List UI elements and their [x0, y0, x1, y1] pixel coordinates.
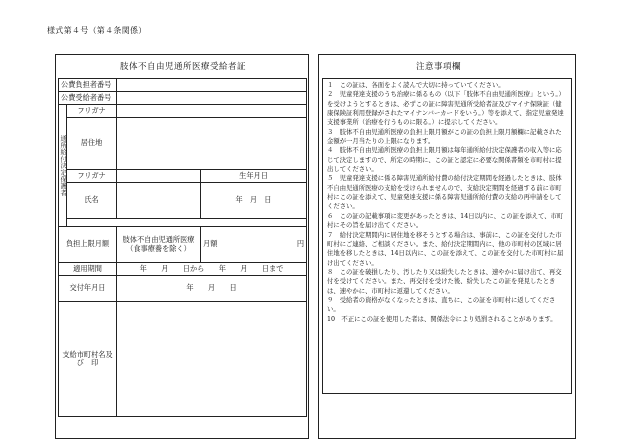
notice-item: ２ 児童発達支援のうち治療に係るもの（以下「肢体不自由児通所医療」という。）を受けようとするときは、必ずこの証に障害児通所受給者証及びマイナ保険証（健康保険証利用登録がされたマイナンバーカードをいう。）等を添えて、指定児童発達支援事業所（治療を行うものに限る。）に提示してください。: [327, 91, 565, 127]
notice-item: ６ この証の記載事項に変更があったときは、14日以内に、この証を添えて、市町村にその旨を届け出てください。: [327, 212, 564, 230]
limit-amount-label: 負担上限月額: [59, 227, 117, 263]
city-seal-label: 支給市町村名及び 印: [59, 302, 117, 417]
notice-list: [327, 81, 567, 324]
period-label: 適用期間: [59, 263, 117, 276]
notice-item: １ この証は、各面をよく読んで大切に持っていてください。: [327, 82, 505, 89]
yen-label: 円: [296, 239, 305, 249]
notice-item: ９ 受給者の資格がなくなったときは、直ちに、この証を市町村に返してください。: [327, 296, 556, 314]
birth-date-field[interactable]: 年 月 日: [201, 183, 307, 219]
notice-title: 注意事項欄: [416, 62, 462, 72]
guardian-group-label: 通所給付決定保護者: [59, 105, 67, 227]
burden-number-field[interactable]: [117, 79, 307, 92]
guardian-spacer-row: [67, 219, 307, 227]
limit-amount-detail: 肢体不自由児通所医療（食事療養を除く）: [117, 227, 201, 263]
issue-date-label: 交付年月日: [59, 276, 117, 302]
limit-amount-field[interactable]: [201, 227, 307, 263]
certificate-title: 肢体不自由児通所医療受給者証: [120, 62, 247, 72]
form-number: 様式第４号（第４条関係）: [47, 26, 147, 35]
recipient-number-label: 公費受給者番号: [59, 92, 117, 105]
name-label: 氏名: [67, 183, 117, 219]
certificate-form-table: [58, 78, 307, 417]
notice-item: ４ 肢体不自由児通所医療の負担上限月額は毎年通所給付決定保護者の収入等に応じて決定しますので、所定の時期に、この証と認定に必要な関係書類を市町村に提出してください。: [327, 147, 562, 174]
notice-box: [322, 78, 572, 394]
furigana-label-2: フリガナ: [67, 170, 117, 183]
furigana-label: フリガナ: [67, 105, 117, 118]
birth-date-label: 生年月日: [201, 170, 307, 183]
period-field[interactable]: 年 月 日から 年 月 日まで: [117, 263, 307, 276]
furigana-field[interactable]: [117, 105, 307, 118]
notice-item: 10 不正にこの証を使用した者は、関係法令により処罰されることがあります。: [327, 315, 557, 323]
burden-number-label: 公費負担者番号: [59, 79, 117, 92]
issue-date-field[interactable]: 年 月 日: [117, 276, 307, 302]
notice-item: ８ この証を破損したり、汚したり又は紛失したときは、速やかに届け出て、再交付を受けてください。また、再交付を受けた後、紛失したこの証を発見したときは、速やかに、市町村に返還してください。: [327, 268, 562, 295]
notice-item: ３ 肢体不自由児通所医療の負担上限月額がこの証の負担上限月額欄に記載された金額が一月当たりの上限になります。: [327, 128, 562, 146]
address-label: 居住地: [67, 118, 117, 170]
address-field[interactable]: [117, 118, 307, 170]
notice-item: ５ 児童発達支援に係る障害児通所給付費の給付決定期間を経過したときは、肢体不自由児通所医療の支給を受けられませんので、支給決定期間を経過する前に市町村にこの証を添えて、児童発達支援に係る障害児通所給付費の支給の再申請をしてください。: [327, 175, 562, 211]
city-seal-field[interactable]: [117, 302, 307, 417]
notice-item: ７ 給付決定期間内に居住地を移そうとする場合は、事前に、この証を交付した市町村にご連絡、ご相談ください。また、給付決定期間内に、他の市町村の区域に居住地を移したときは、14日以内に、この証を添えて、この証を交付した市町村に届け出てください。: [327, 231, 564, 267]
furigana-field-2[interactable]: [117, 170, 201, 183]
monthly-label: 月額: [203, 239, 218, 249]
recipient-number-field[interactable]: [117, 92, 307, 105]
name-field[interactable]: [117, 183, 201, 219]
